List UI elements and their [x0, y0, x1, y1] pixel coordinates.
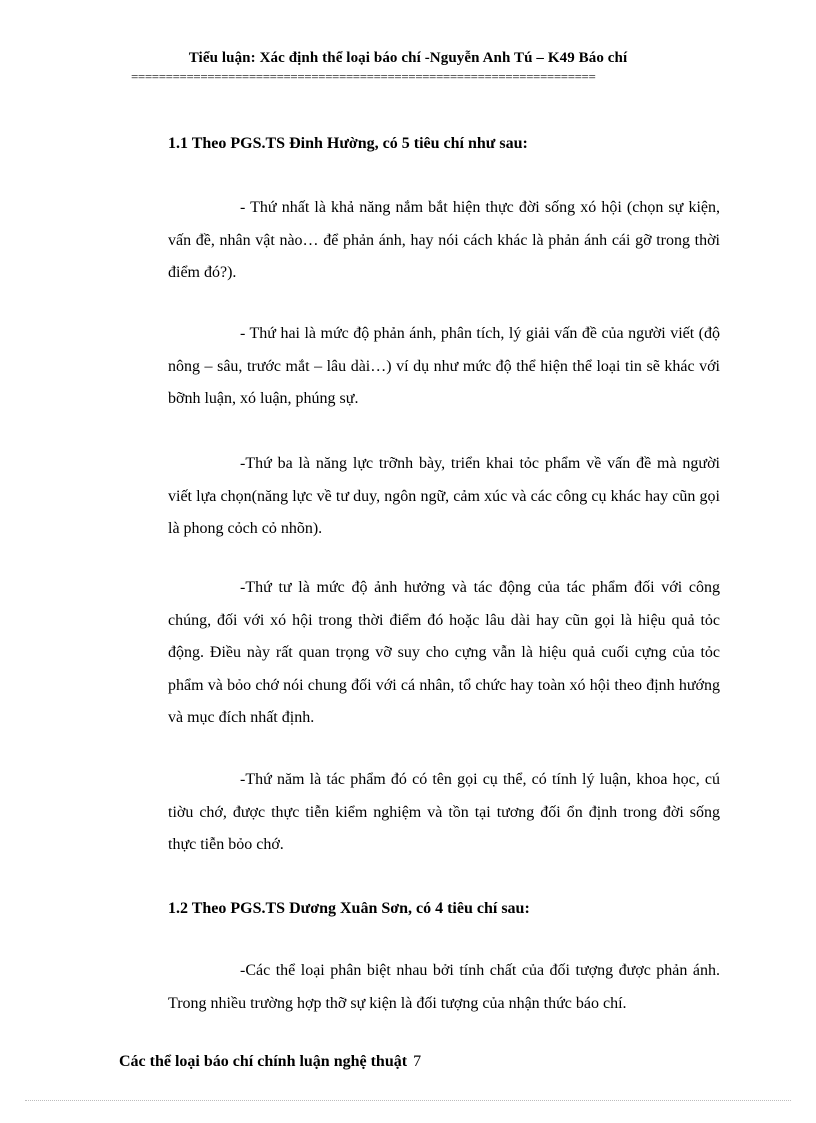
- page-bottom-divider: [25, 1100, 791, 1101]
- page-number: 7: [413, 1053, 422, 1070]
- section-1-paragraph-3: -Thứ ba là năng lực trỡnh bày, triển khai tỏc phẩm về vấn đề mà người viết lựa chọn(năng lực về tư duy, ngôn ngữ, cảm xúc và các công cụ khác hay cũn gọi là phong cỏch cỏ nhõn).: [168, 455, 720, 537]
- footer-title: Các thể loại báo chí chính luận nghệ thuật: [119, 1053, 408, 1070]
- header-rule: ===================================================================: [131, 70, 596, 84]
- section-2-heading: 1.2 Theo PGS.TS Dương Xuân Sơn, có 4 tiêu chí sau:: [168, 900, 530, 917]
- section-1-paragraph-2: - Thứ hai là mức độ phản ánh, phân tích, lý giải vấn đề của người viết (độ nông – sâu, trước mắt – lâu dài…) ví dụ như mức độ thể hiện thể loại tin sẽ khác với bỡnh luận, xó luận, phúng sự.: [168, 325, 720, 407]
- section-1-paragraph-1: - Thứ nhất là khả năng nắm bắt hiện thực đời sống xó hội (chọn sự kiện, vấn đề, nhân vật nào… để phản ánh, hay nói cách khác là phản ánh cái gỡ trong thời điểm đó?).: [168, 199, 720, 281]
- section-1-paragraph-5: -Thứ năm là tác phẩm đó có tên gọi cụ thể, có tính lý luận, khoa học, cú tiờu chớ, được thực tiễn kiểm nghiệm và tồn tại tương đối ổn định trong đời sống thực tiễn bỏo chớ.: [168, 771, 720, 853]
- section-1-heading: 1.1 Theo PGS.TS Đinh Hường, có 5 tiêu chí như sau:: [168, 135, 528, 152]
- running-footer: [119, 1053, 421, 1071]
- section-2-paragraph-1: -Các thể loại phân biệt nhau bởi tính chất của đối tượng được phản ánh. Trong nhiều trường hợp thỡ sự kiện là đối tượng của nhận thức báo chí.: [168, 962, 720, 1012]
- section-1-paragraph-4: -Thứ tư là mức độ ảnh hưởng và tác động của tác phẩm đối với công chúng, đối với xó hội trong thời điểm đó hoặc lâu dài hay cũn gọi là hiệu quả tỏc động. Điều này rất quan trọng vỡ suy cho cựng vẫn là hiệu quả cuối cựng của tỏc phẩm và bỏo chớ nói chung đối với cá nhân, tổ chức hay toàn xó hội theo định hướng và mục đích nhất định.: [168, 579, 720, 726]
- running-header: Tiểu luận: Xác định thể loại báo chí -Nguyễn Anh Tú – K49 Báo chí: [188, 50, 628, 66]
